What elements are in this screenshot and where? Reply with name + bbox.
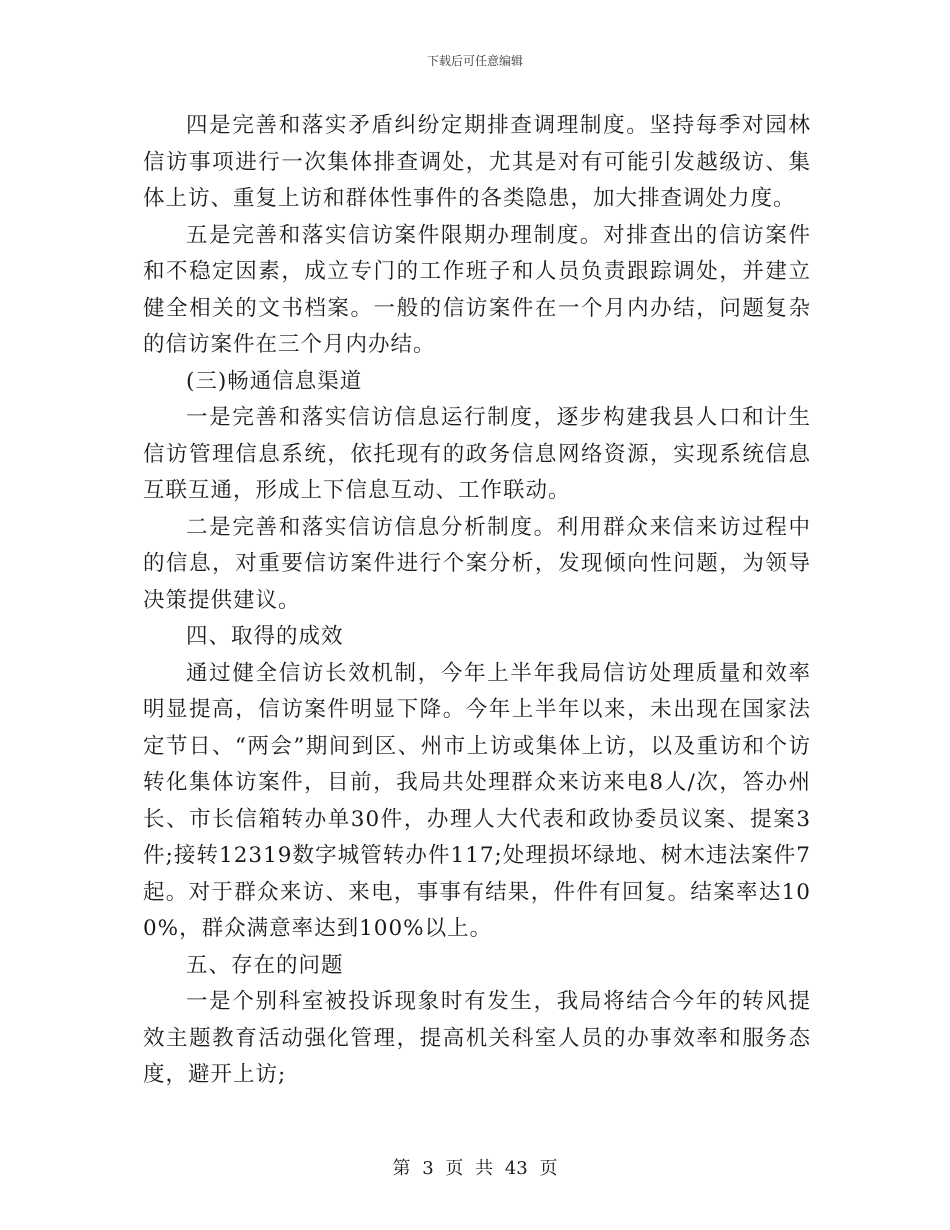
document-body [143, 108, 811, 1094]
page-footer: 第 3 页 共 43 页 [392, 1158, 558, 1179]
section-heading: (三)畅通信息渠道 [186, 368, 363, 394]
paragraph: 五是完善和落实信访案件限期办理制度。对排查出的信访案件和不稳定因素，成立专门的工作班子和人员负责跟踪调处，并建立健全相关的文书档案。一般的信访案件在一个月内办结，问题复杂的信访案件在三个月内办结。 [143, 222, 811, 357]
page-header: 下载后可任意编辑 [426, 54, 523, 68]
paragraph: 二是完善和落实信访信息分析制度。利用群众来信来访过程中的信息，对重要信访案件进行个案分析，发现倾向性问题，为领导决策提供建议。 [143, 514, 811, 613]
paragraph: 一是个别科室被投诉现象时有发生，我局将结合今年的转风提效主题教育活动强化管理，提高机关科室人员的办事效率和服务态度，避开上访; [143, 989, 811, 1087]
paragraph: 四是完善和落实矛盾纠纷定期排查调理制度。坚持每季对园林信访事项进行一次集体排查调处，尤其是对有可能引发越级访、集体上访、重复上访和群体性事件的各类隐患，加大排查调处力度。 [143, 113, 811, 211]
section-heading: 四、取得的成效 [186, 624, 344, 649]
section-heading: 五、存在的问题 [186, 952, 344, 978]
paragraph: 一是完善和落实信访信息运行制度，逐步构建我县人口和计生信访管理信息系统，依托现有的政务信息网络资源，实现系统信息互联互通，形成上下信息互动、工作联动。 [143, 405, 811, 503]
paragraph: 通过健全信访长效机制，今年上半年我局信访处理质量和效率明显提高，信访案件明显下降。今年上半年以来，未出现在国家法定节日、“两会”期间到区、州市上访或集体上访，以及重访和个访转化集体访案件，目前，我局共处理群众来访来电8人/次，答办州长、市长信箱转办单30件，办理人大代表和政协委员议案、提案3件;接转12319数字城管转办件117;处理损坏绿地、树木违法案件7起。对于群众来访、来电，事事有结果，件件有回复。结案率达100%，群众满意率达到100%以上。 [143, 660, 811, 941]
